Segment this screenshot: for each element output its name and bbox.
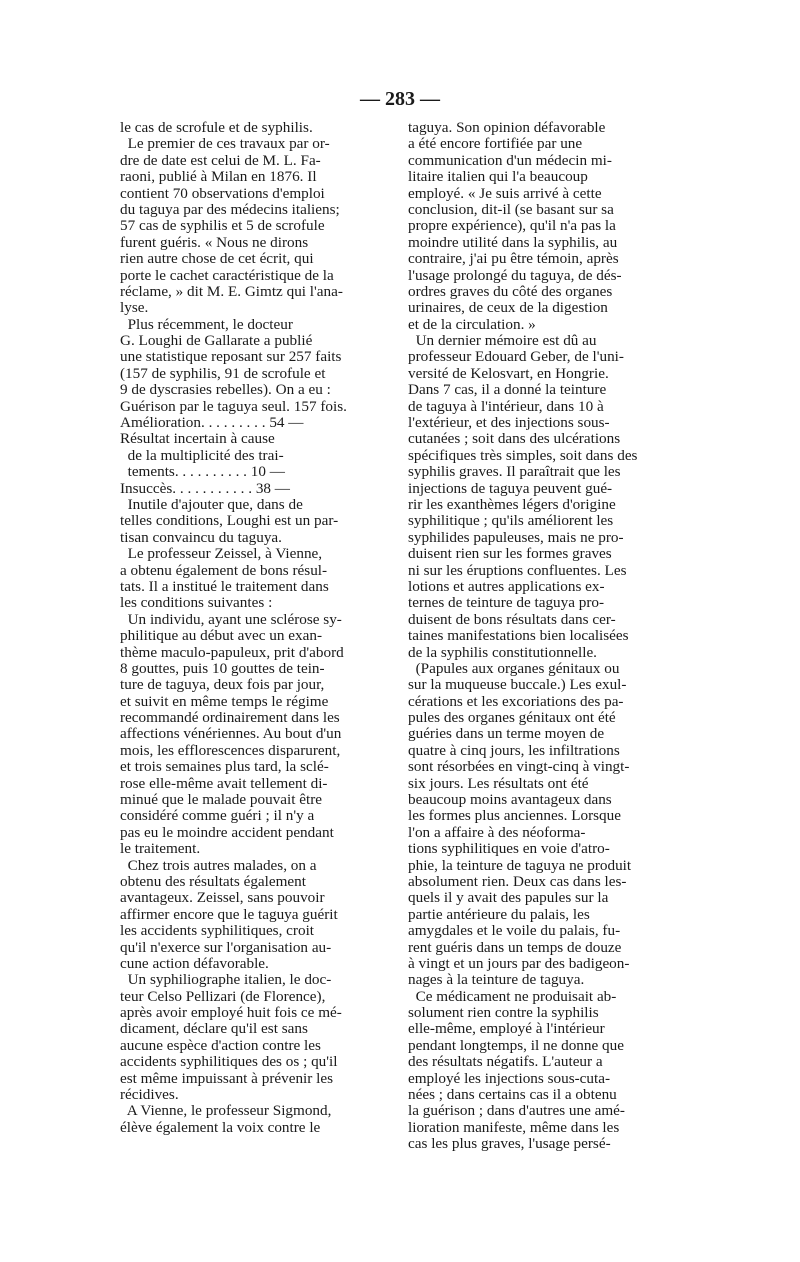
- text-line: Un dernier mémoire est dû au: [408, 332, 597, 350]
- text-line: 57 cas de syphilis et 5 de scrofule: [120, 217, 325, 235]
- text-line: (157 de syphilis, 91 de scrofule et: [120, 364, 326, 382]
- text-line: la guérison ; dans d'autres une amé-: [408, 1102, 625, 1120]
- text-line: taines manifestations bien localisées: [408, 627, 629, 645]
- text-line: affections vénériennes. Au bout d'un: [120, 725, 342, 743]
- text-line: Inutile d'ajouter que, dans de: [120, 495, 303, 513]
- text-line: A Vienne, le professeur Sigmond,: [120, 1102, 332, 1120]
- text-line: nages à la teinture de taguya.: [408, 971, 585, 989]
- text-line: qu'il n'exerce sur l'organisation au-: [120, 938, 332, 956]
- text-line: absolument rien. Deux cas dans les-: [408, 872, 627, 890]
- text-line: cas les plus graves, l'usage persé-: [408, 1135, 611, 1153]
- text-line: telles conditions, Loughi est un par-: [120, 512, 339, 530]
- text-line: le traitement.: [120, 840, 201, 858]
- text-line: tisan convaincu du taguya.: [120, 528, 282, 546]
- text-line: à vingt et un jours par des badigeon-: [408, 954, 630, 972]
- text-line: a été encore fortifiée par une: [408, 135, 583, 153]
- text-line: thème maculo-papuleux, prit d'abord: [120, 643, 344, 661]
- text-line: tements. . . . . . . . . . 10 —: [120, 463, 285, 481]
- text-line: Insuccès. . . . . . . . . . . 38 —: [120, 479, 290, 497]
- text-line: affirmer encore que le taguya guérit: [120, 905, 338, 923]
- left-column: [120, 120, 392, 1136]
- text-line: rose elle-même avait tellement di-: [120, 774, 328, 792]
- text-line: moindre utilité dans la syphilis, au: [408, 233, 618, 251]
- text-line: et de la circulation. »: [408, 315, 536, 333]
- text-line: l'usage prolongé du taguya, de dés-: [408, 266, 622, 284]
- text-line: tions syphilitiques en voie d'atro-: [408, 840, 610, 858]
- text-line: les conditions suivantes :: [120, 594, 273, 612]
- text-line: aucune espèce d'action contre les: [120, 1036, 321, 1054]
- text-line: taguya. Son opinion défavorable: [408, 119, 606, 136]
- text-line: une statistique reposant sur 257 faits: [120, 348, 342, 366]
- text-line: considéré comme guéri ; il n'y a: [120, 807, 315, 825]
- text-line: syphilides papuleuses, mais ne pro-: [408, 528, 624, 546]
- text-line: lyse.: [120, 299, 149, 317]
- text-line: professeur Edouard Geber, de l'uni-: [408, 348, 624, 366]
- text-line: contient 70 observations d'emploi: [120, 184, 325, 202]
- text-line: teur Celso Pellizari (de Florence),: [120, 987, 326, 1005]
- text-line: injections de taguya peuvent gué-: [408, 479, 613, 497]
- text-line: cutanées ; soit dans des ulcérations: [408, 430, 621, 448]
- text-line: six jours. Les résultats ont été: [408, 774, 589, 792]
- text-line: beaucoup moins avantageux dans: [408, 791, 612, 809]
- text-line: quatre à cinq jours, les infiltrations: [408, 741, 620, 759]
- text-line: cune action défavorable.: [120, 954, 269, 972]
- text-line: communication d'un médecin mi-: [408, 151, 612, 169]
- text-line: de la syphilis constitutionnelle.: [408, 643, 597, 661]
- text-line: elle-même, employé à l'intérieur: [408, 1020, 605, 1038]
- text-line: les accidents syphilitiques, croit: [120, 922, 315, 940]
- text-line: ture de taguya, deux fois par jour,: [120, 676, 325, 694]
- text-line: porte le cachet caractéristique de la: [120, 266, 334, 284]
- text-line: Résultat incertain à cause: [120, 430, 275, 448]
- text-line: 9 de dyscrasies rebelles). On a eu :: [120, 381, 331, 399]
- text-line: employé. « Je suis arrivé à cette: [408, 184, 602, 202]
- text-line: Le premier de ces travaux par or-: [120, 135, 330, 153]
- text-line: et suivit en même temps le régime: [120, 692, 329, 710]
- text-line: Chez trois autres malades, on a: [120, 856, 317, 874]
- text-line: Le professeur Zeissel, à Vienne,: [120, 545, 323, 563]
- text-line: partie antérieure du palais, les: [408, 905, 590, 923]
- text-line: le cas de scrofule et de syphilis.: [120, 119, 313, 136]
- text-line: solument rien contre la syphilis: [408, 1004, 599, 1022]
- text-line: furent guéris. « Nous ne dirons: [120, 233, 309, 251]
- text-line: minué que le malade pouvait être: [120, 791, 322, 809]
- text-line: rent guéris dans un temps de douze: [408, 938, 622, 956]
- page-number: — 283 —: [360, 88, 440, 110]
- text-line: recommandé ordinairement dans les: [120, 709, 340, 727]
- text-line: lioration manifeste, même dans les: [408, 1118, 620, 1136]
- text-line: sont résorbées en vingt-cinq à vingt-: [408, 758, 630, 776]
- text-line: lotions et autres applications ex-: [408, 577, 605, 595]
- text-line: propre expérience), qu'il n'a pas la: [408, 217, 616, 235]
- text-line: nées ; dans certains cas il a obtenu: [408, 1086, 617, 1104]
- text-line: guéries dans un terme moyen de: [408, 725, 605, 743]
- text-line: des résultats négatifs. L'auteur a: [408, 1053, 603, 1071]
- text-line: conclusion, dit-il (se basant sur sa: [408, 200, 614, 218]
- text-line: du taguya par des médecins italiens;: [120, 200, 340, 218]
- text-line: Un syphiliographe italien, le doc-: [120, 971, 332, 989]
- text-line: de taguya à l'intérieur, dans 10 à: [408, 397, 604, 415]
- text-line: Un individu, ayant une sclérose sy-: [120, 610, 342, 628]
- text-line: rir les exanthèmes légers d'origine: [408, 495, 616, 513]
- text-line: contraire, j'ai pu être témoin, après: [408, 250, 619, 268]
- text-line: est même impuissant à prévenir les: [120, 1069, 333, 1087]
- text-line: récidives.: [120, 1086, 179, 1104]
- text-line: et trois semaines plus tard, la sclé-: [120, 758, 329, 776]
- text-line: de la multiplicité des trai-: [120, 446, 284, 464]
- text-line: réclame, » dit M. E. Gimtz qui l'ana-: [120, 282, 343, 300]
- text-line: litaire italien qui l'a beaucoup: [408, 168, 588, 186]
- text-line: l'extérieur, et des injections sous-: [408, 414, 610, 432]
- text-line: syphilitique ; qu'ils améliorent les: [408, 512, 614, 530]
- text-line: Plus récemment, le docteur: [120, 315, 293, 333]
- text-line: mois, les efflorescences disparurent,: [120, 741, 341, 759]
- text-line: 8 gouttes, puis 10 gouttes de tein-: [120, 659, 325, 677]
- text-line: duisent de bons résultats dans cer-: [408, 610, 616, 628]
- text-line: philitique au début avec un exan-: [120, 627, 323, 645]
- text-line: obtenu des résultats également: [120, 872, 306, 890]
- text-line: Amélioration. . . . . . . . . 54 —: [120, 414, 304, 432]
- text-line: les formes plus anciennes. Lorsque: [408, 807, 621, 825]
- text-line: phie, la teinture de taguya ne produit: [408, 856, 632, 874]
- text-line: raoni, publié à Milan en 1876. Il: [120, 168, 317, 186]
- text-line: ordres graves du côté des organes: [408, 282, 613, 300]
- text-line: tats. Il a institué le traitement dans: [120, 577, 329, 595]
- text-line: ternes de teinture de taguya pro-: [408, 594, 605, 612]
- text-line: duisent rien sur les formes graves: [408, 545, 612, 563]
- text-line: employé les injections sous-cuta-: [408, 1069, 611, 1087]
- text-line: amygdales et le voile du palais, fu-: [408, 922, 621, 940]
- text-line: (Papules aux organes génitaux ou: [408, 659, 620, 677]
- text-line: Guérison par le taguya seul. 157 fois.: [120, 397, 347, 415]
- text-line: pules des organes génitaux ont été: [408, 709, 616, 727]
- text-line: quels il y avait des papules sur la: [408, 889, 609, 907]
- text-line: Ce médicament ne produisait ab-: [408, 987, 617, 1005]
- text-line: urinaires, de ceux de la digestion: [408, 299, 608, 317]
- text-line: Dans 7 cas, il a donné la teinture: [408, 381, 607, 399]
- text-line: ni sur les éruptions confluentes. Les: [408, 561, 627, 579]
- text-line: a obtenu également de bons résul-: [120, 561, 328, 579]
- text-line: accidents syphilitiques des os ; qu'il: [120, 1053, 338, 1071]
- text-line: rien autre chose de cet écrit, qui: [120, 250, 314, 268]
- text-line: avantageux. Zeissel, sans pouvoir: [120, 889, 325, 907]
- text-line: spécifiques très simples, soit dans des: [408, 446, 638, 464]
- text-line: G. Loughi de Gallarate a publié: [120, 332, 313, 350]
- text-line: après avoir employé huit fois ce mé-: [120, 1004, 342, 1022]
- text-line: syphilis graves. Il paraîtrait que les: [408, 463, 621, 481]
- right-column: [408, 120, 680, 1153]
- text-line: élève également la voix contre le: [120, 1118, 321, 1136]
- text-line: sur la muqueuse buccale.) Les exul-: [408, 676, 627, 694]
- text-line: dre de date est celui de M. L. Fa-: [120, 151, 321, 169]
- text-line: l'on a affaire à des néoforma-: [408, 823, 586, 841]
- text-line: versité de Kelosvart, en Hongrie.: [408, 364, 609, 382]
- text-line: cérations et les excoriations des pa-: [408, 692, 624, 710]
- text-line: pendant longtemps, il ne donne que: [408, 1036, 624, 1054]
- text-line: dicament, déclare qu'il est sans: [120, 1020, 308, 1038]
- text-line: pas eu le moindre accident pendant: [120, 823, 334, 841]
